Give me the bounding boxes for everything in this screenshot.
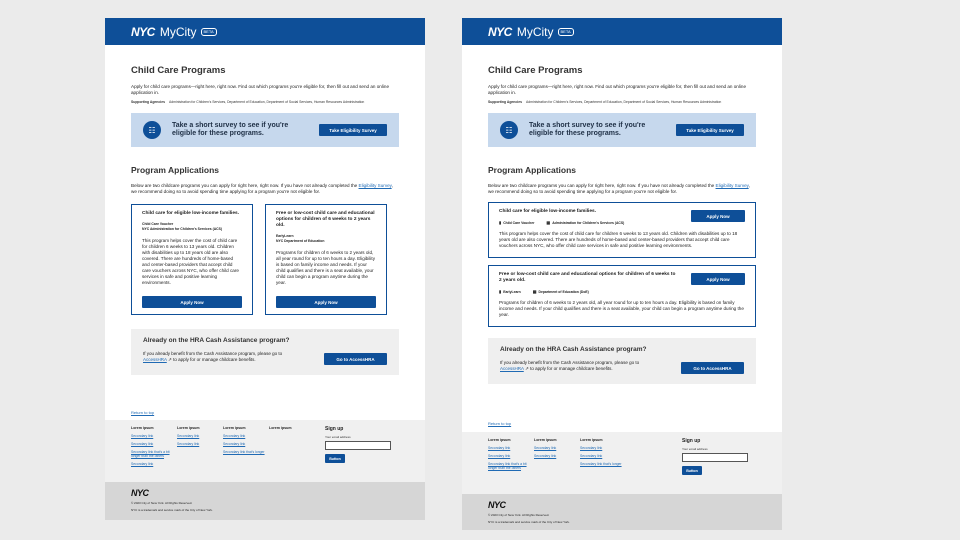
footer-link[interactable]: Secondary link: [534, 454, 557, 458]
copyright-text: © 2023 City of New York. All Rights Reserved.: [131, 501, 193, 505]
footer-link[interactable]: Secondary link: [131, 462, 154, 466]
card-desc: This program helps cover the cost of child care for children 6 weeks to 13 years old. Children with disabilities up to 18 years old are also covered. There are hundreds of home-based and center-based providers that accept child care vouchers across NYC, who offer child care services in safe and positive learning environments.: [142, 238, 239, 285]
back-to-top-link[interactable]: Return to top: [488, 421, 512, 426]
hra-desc-post: to apply for or manage childcare benefits.: [173, 357, 256, 362]
agencies-label: Supporting Agencies: [488, 100, 522, 104]
footer-link[interactable]: Secondary link: [131, 434, 154, 438]
app-name[interactable]: MyCity: [516, 24, 554, 39]
program-agency: Administration for Children's Services (ACS): [552, 221, 625, 225]
footer-link[interactable]: Secondary link that's longer: [580, 462, 622, 466]
page-variant-b: [462, 18, 782, 530]
footer-base: [462, 494, 782, 530]
signup-button[interactable]: Button: [682, 466, 702, 475]
beta-badge: BETA: [201, 28, 217, 36]
agency-meta-item: [546, 220, 624, 225]
eligibility-survey-link[interactable]: Eligibility Survey: [358, 183, 392, 188]
card-meta: [142, 222, 242, 232]
footer-link[interactable]: Secondary link that's a bit longer than the others: [488, 462, 527, 470]
page-variant-a: [105, 18, 425, 520]
footer-heading: Lorem ipsum: [488, 438, 511, 442]
hra-title: Already on the HRA Cash Assistance program?: [143, 337, 290, 344]
desc-pre: Below are two childcare programs you can apply for right here, right now. If you have not already completed the: [131, 183, 358, 188]
agencies-label: Supporting Agencies: [131, 100, 165, 104]
card-title: Child care for eligible low-income families.: [142, 211, 240, 216]
footer-link[interactable]: Secondary link: [534, 446, 557, 450]
footer-heading: Lorem ipsum: [580, 438, 603, 442]
footer-column: [488, 438, 534, 494]
nyc-logo[interactable]: NYC: [131, 24, 155, 39]
email-label: Your email address: [682, 447, 708, 451]
signup-button[interactable]: Button: [325, 454, 345, 463]
desc-post: , we recommend doing so to avoid spending time applying for a program you're not eligible for.: [131, 183, 393, 194]
footer-link[interactable]: Secondary link: [488, 446, 511, 450]
email-label: Your email address: [325, 435, 351, 439]
agency-meta-item: [533, 289, 589, 294]
program-agency: NYC Administration for Children's Services (ACS): [142, 227, 222, 231]
accesshra-link[interactable]: AccessHRA: [143, 357, 167, 362]
footer-link[interactable]: Secondary link: [223, 442, 246, 446]
beta-badge: BETA: [558, 28, 574, 36]
footer-link[interactable]: Secondary link that's a bit longer than the others: [131, 450, 170, 458]
page-title: Child Care Programs: [488, 65, 583, 76]
footer-nyc-logo: NYC: [131, 488, 149, 498]
program-name: EarlyLearn: [276, 234, 294, 238]
page-title: Child Care Programs: [131, 65, 226, 76]
trademark-text: NYC is a trademark and service mark of the City of New York.: [131, 508, 213, 512]
footer-link[interactable]: Secondary link: [223, 434, 246, 438]
trademark-text: NYC is a trademark and service mark of the City of New York.: [488, 520, 570, 524]
app-name[interactable]: MyCity: [159, 24, 197, 39]
email-field[interactable]: [325, 441, 391, 450]
footer-column: [269, 426, 307, 482]
building-icon: ▦: [546, 220, 551, 225]
site-header: [462, 18, 782, 45]
survey-text: Take a short survey to see if you're eligible for these programs.: [172, 122, 289, 137]
supporting-agencies: [488, 100, 756, 104]
card-meta: [499, 289, 745, 294]
signup-form: [682, 438, 748, 494]
footer-base: [105, 482, 425, 520]
hra-desc-pre: If you already benefit from the Cash Assistance program, please go to: [500, 360, 640, 365]
footer-links: [105, 420, 425, 482]
program-meta-item: [499, 289, 521, 294]
footer-column: [534, 438, 580, 494]
footer-column: [626, 438, 664, 494]
applications-desc: [488, 183, 756, 195]
clipboard-icon: ☷: [500, 121, 518, 139]
clipboard-icon: ☷: [143, 121, 161, 139]
apply-now-button[interactable]: Apply Now: [276, 296, 376, 308]
external-link-icon: ↗: [168, 357, 172, 362]
program-name: EarlyLearn: [503, 290, 521, 294]
hra-desc: [143, 351, 303, 363]
signup-heading: Sign up: [682, 438, 701, 444]
applications-title: Program Applications: [488, 165, 577, 175]
program-agency: NYC Department of Education: [276, 239, 325, 243]
apply-now-button[interactable]: Apply Now: [691, 210, 745, 222]
footer-links: [462, 432, 782, 494]
apply-now-button[interactable]: Apply Now: [142, 296, 242, 308]
footer-heading: Lorem ipsum: [223, 426, 246, 430]
page-intro: Apply for child care programs—right here, right now. Find out which programs you're eligible for, then fill out and send an online application in.: [488, 84, 747, 95]
footer-link[interactable]: Secondary link that's longer: [223, 450, 265, 454]
hra-title: Already on the HRA Cash Assistance program?: [500, 346, 647, 353]
footer-heading: Lorem ipsum: [177, 426, 200, 430]
applications-desc: [131, 183, 399, 195]
card-desc: This program helps cover the cost of child care for children 6 weeks to 13 years old. Children with disabilities up to 18 years old are also covered. There are hundreds of home-based and center-based providers that accept child care vouchers across NYC, who offer child care services in safe and positive learning environments.: [499, 231, 738, 248]
card-desc: Programs for children of 6 weeks to 2 years old, all year round for up to ten hours a day. Eligibility is based on family income and needs. If your child qualifies and there is a seat available, your child can begin a program anytime during the year.: [276, 250, 375, 285]
go-to-accesshra-button[interactable]: Go to AccessHRA: [324, 353, 387, 365]
desc-pre: Below are two childcare programs you can apply for right here, right now. If you have not already completed the: [488, 183, 715, 188]
card-meta: [276, 234, 376, 244]
footer-link[interactable]: Secondary link: [131, 442, 154, 446]
program-name: Child Care Voucher: [503, 221, 535, 225]
folder-icon: ▮: [499, 220, 502, 225]
eligibility-survey-link[interactable]: Eligibility Survey: [715, 183, 749, 188]
signup-form: [325, 426, 391, 482]
card-desc: Programs for children of 6 weeks to 2 years old, all year round for up to ten hours a day. Eligibility is based on family income and needs. If your child qualifies and there is a seat available, your child can begin a program anytime during the year.: [499, 300, 744, 317]
program-name: Child Care Voucher: [142, 222, 174, 226]
agencies-list: Administration for Children's Services, Department of Education, Department of Social Services, Human Resources Administration: [168, 100, 365, 104]
card-title: Free or low-cost child care and educational options for children of 6 weeks to 2 years old.: [276, 211, 375, 228]
footer-column: [177, 426, 223, 482]
program-card-earlylearn: [488, 265, 756, 327]
card-title: Free or low-cost child care and educational options for children of 6 weeks to 2 years old.: [499, 272, 676, 283]
take-survey-button[interactable]: Take Eligibility Survey: [676, 124, 744, 136]
back-to-top-link[interactable]: Return to top: [131, 410, 155, 415]
footer-heading: Lorem ipsum: [269, 426, 292, 430]
hra-desc-post: to apply for or manage childcare benefits.: [530, 366, 613, 371]
survey-banner: [131, 113, 399, 147]
go-to-accesshra-button[interactable]: Go to AccessHRA: [681, 362, 744, 374]
program-card-voucher: [488, 202, 756, 258]
footer-link[interactable]: Secondary link: [580, 446, 603, 450]
applications-title: Program Applications: [131, 165, 220, 175]
footer-column: [580, 438, 626, 494]
card-title: Child care for eligible low-income families.: [499, 209, 597, 214]
program-meta-item: [499, 220, 534, 225]
email-field[interactable]: [682, 453, 748, 462]
footer-link[interactable]: Secondary link: [580, 454, 603, 458]
page-intro: Apply for child care programs—right here, right now. Find out which programs you're eligible for, then fill out and send an online application in.: [131, 84, 390, 95]
hra-banner: [131, 329, 399, 375]
program-card-voucher: [131, 204, 253, 315]
hra-banner: [488, 338, 756, 384]
supporting-agencies: [131, 100, 399, 104]
survey-banner: [488, 113, 756, 147]
accesshra-link[interactable]: AccessHRA: [500, 366, 524, 371]
folder-icon: ▮: [499, 289, 502, 294]
external-link-icon: ↗: [525, 366, 529, 371]
site-header: [105, 18, 425, 45]
footer-heading: Lorem ipsum: [534, 438, 557, 442]
agencies-list: Administration for Children's Services, Department of Education, Department of Social Services, Human Resources Administration: [525, 100, 722, 104]
footer-link[interactable]: Secondary link: [488, 454, 511, 458]
apply-now-button[interactable]: Apply Now: [691, 273, 745, 285]
hra-desc-pre: If you already benefit from the Cash Assistance program, please go to: [143, 351, 283, 356]
footer-link[interactable]: Secondary link: [177, 442, 200, 446]
nyc-logo[interactable]: NYC: [488, 24, 512, 39]
program-agency: Department of Education (DoE): [538, 290, 589, 294]
signup-heading: Sign up: [325, 426, 344, 432]
footer-link[interactable]: Secondary link: [177, 434, 200, 438]
building-icon: ▦: [532, 289, 537, 294]
take-survey-button[interactable]: Take Eligibility Survey: [319, 124, 387, 136]
program-card-earlylearn: [265, 204, 387, 315]
footer-nyc-logo: NYC: [488, 500, 506, 510]
desc-post: , we recommend doing so to avoid spending time applying for a program you're not eligible for.: [488, 183, 750, 194]
footer-column: [131, 426, 177, 482]
program-cards: [131, 204, 399, 315]
hra-desc: [500, 360, 660, 372]
footer-heading: Lorem ipsum: [131, 426, 154, 430]
copyright-text: © 2023 City of New York. All Rights Reserved.: [488, 513, 550, 517]
survey-text: Take a short survey to see if you're eligible for these programs.: [529, 122, 646, 137]
footer-column: [223, 426, 269, 482]
